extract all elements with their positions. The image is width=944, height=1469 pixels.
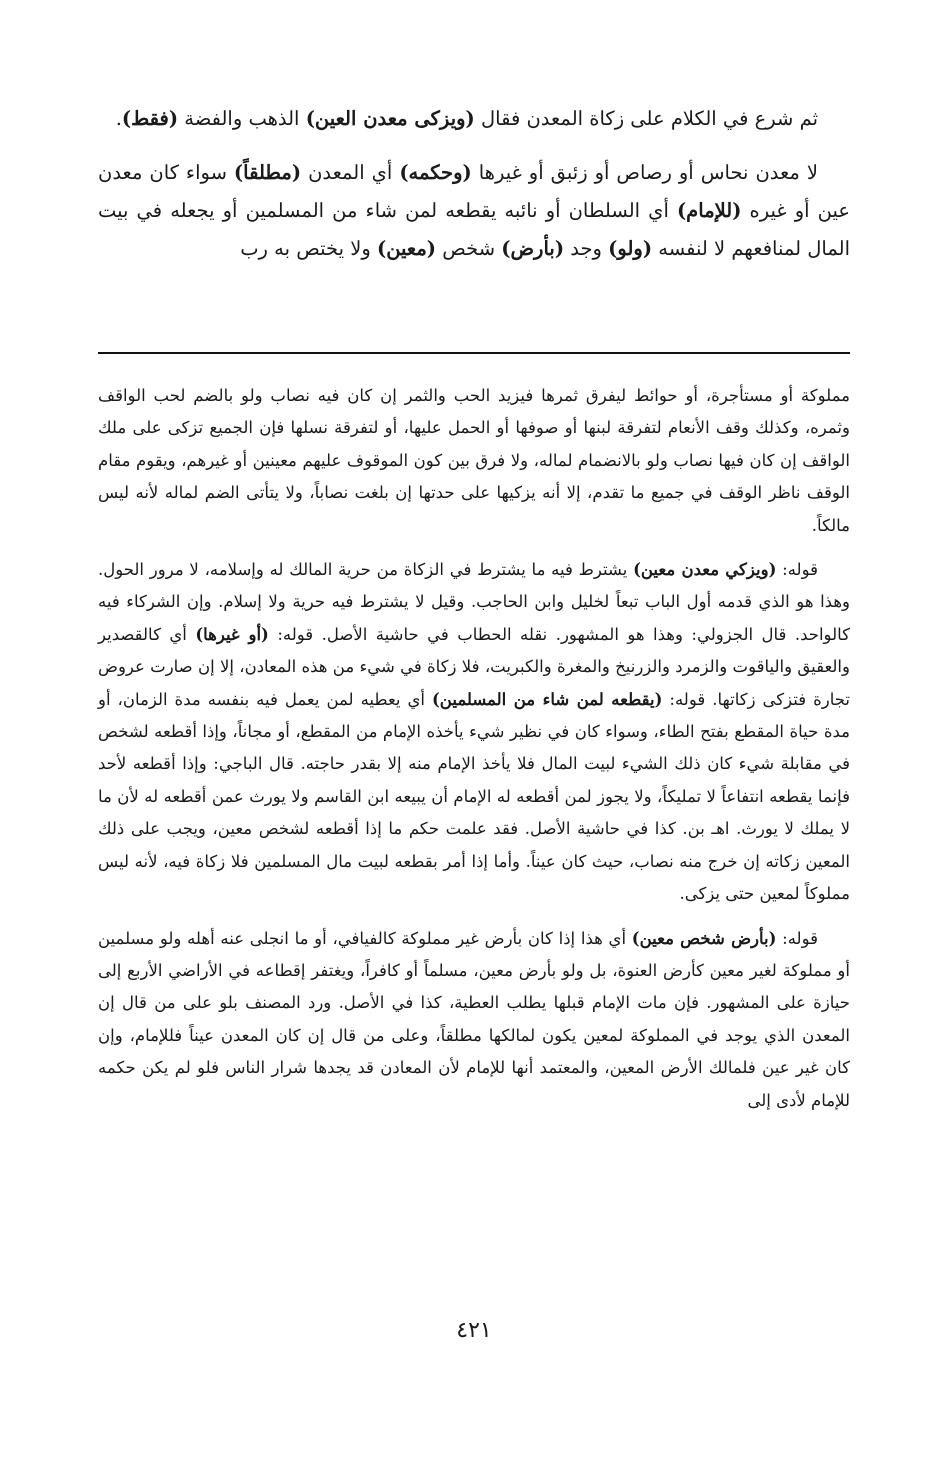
bold-term: (معين) xyxy=(376,237,437,260)
page-number: ٤٢١ xyxy=(456,1318,492,1343)
bold-term: (ولو) xyxy=(608,237,653,260)
text-run: سواء كان معدن عين أو غيره xyxy=(98,161,850,222)
text-run: يشترط فيه ما يشترط في الزكاة من حرية المالك له وإسلامه، لا مرور الحول. وهذا هو الذي قدمه أول الباب تبعاً لخليل وابن الحاجب. وقيل لا يشترط فيه حرية ولا إسلام. وإن الشركاء فيه كالواحد. قال الجزولي: وهذا هو المشهور. نقله الحطاب في حاشية الأصل. قوله: xyxy=(98,560,850,644)
text-run: شخص xyxy=(436,237,502,260)
text-run: أي هذا إذا كان بأرض غير مملوكة كالفيافي، أو ما انجلى عنه أهله ولو مسلمين أو مملوكة لغير معين كأرض العنوة، بل ولو بأرض معين، مسلماً أو كافراً، ويغتفر إقطاعه في الأراضي الأربع إلى حيازة على المشهور. فإن مات الإمام قبلها يطلب العطية، كذا في الأصل. ورد المصنف بلو على من قال إن المعدن الذي يوجد في المملوكة لمعين يكون لمالكها مطلقاً، وعلى من قال إن كان المعدن عيناً فللإمام، وإن كان غير عين فلمالك الأرض المعين، والمعتمد أنها للإمام لأن المعادن قد يجدها شرار الناس فلو لم يكن حكمه للإمام لأدى إلى xyxy=(98,928,850,1110)
text-run: وجد xyxy=(564,237,609,260)
bold-term: (بأرض) xyxy=(501,237,565,260)
commentary-paragraph xyxy=(98,554,850,910)
bold-term: (يقطعه لمن شاء من المسلمين) xyxy=(431,689,663,709)
main-text xyxy=(98,100,850,268)
main-paragraph xyxy=(98,154,850,268)
bold-term: (أو غيرها) xyxy=(195,624,269,644)
bold-term: (للإمام) xyxy=(676,199,742,222)
text-run: ولا يختص به رب xyxy=(240,237,377,260)
bold-term: (مطلقاً) xyxy=(233,161,302,184)
bold-term: (فقط) xyxy=(121,107,179,130)
commentary-paragraph xyxy=(98,923,850,1117)
text-run: ثم شرع في الكلام على زكاة المعدن فقال xyxy=(474,107,818,130)
main-paragraph xyxy=(98,100,850,138)
text-run: الذهب والفضة xyxy=(178,107,306,130)
bold-term: (ويزكي معدن معين) xyxy=(633,560,777,580)
bold-term: (ويزكى معدن العين) xyxy=(305,107,475,130)
text-run: . xyxy=(115,107,122,130)
text-run: قوله: xyxy=(776,560,818,580)
text-run: مملوكة أو مستأجرة، أو حوائط ليفرق ثمرها فيزيد الحب والثمر إن كان فيه نصاب ولو بالضم لحب الواقف وثمره، وكذلك وقف الأنعام لتفرقة لبنها أو صوفها أو الحمل عليها، أو لتفرقة نسلها فإن الجميع تزكى على ملك الواقف إن كان فيها نصاب ولو بالانضمام لماله، ولا فرق بين كون الموقوف عليهم معينين أو غيرهم، ويقوم مقام الوقف ناظر الوقف في جميع ما تقدم، إلا أنه يزكيها على حدتها إن بلغت نصاباً، ولا يتأتى الضم لماله لأنه ليس مالكاً. xyxy=(98,386,850,535)
commentary-paragraph xyxy=(98,380,850,542)
commentary-section xyxy=(98,380,850,1117)
text-run: أي كالقصدير والعقيق والياقوت والزمرد والزرنيخ والمغرة والكبريت، فلا زكاة في شيء من هذه المعادن، إلا إن صارت عروض تجارة فتزكى زكاتها. قوله: xyxy=(98,624,851,709)
text-run: لا معدن نحاس أو رصاص أو زئبق أو غيرها xyxy=(471,161,818,184)
footnote-separator xyxy=(98,352,850,354)
text-run: قوله: xyxy=(776,928,818,948)
text-run: أي يعطيه لمن يعمل فيه بنفسه مدة الزمان، أو مدة حياة المقطع بفتح الطاء، وسواء كان في نظير شيء يأخذه الإمام من المقطع، أو مجاناً، وإذا أقطعه لشخص في مقابلة شيء كان ذلك الشيء لبيت المال فلا يأخذ الإمام منه إلا بقدر حاجته. قال الباجي: وإذا أقطعه لأحد فإنما يقطعه انتفاعاً لا تمليكاً، ولا يجوز لمن أقطعه له الإمام أن يبيعه ابن القاسم ولا يورث عمن أقطعه له لأن ما لا يملك لا يورث. اهـ بن. كذا في حاشية الأصل. فقد علمت حكم ما إذا أقطعه لشخص معين، ويجب على ذلك المعين زكاته إن خرج منه نصاب، حيث كان عيناً. وأما إذا أمر بقطعه لبيت مال المسلمين فلا زكاة فيه، لأنه ليس مملوكاً لمعين حتى يزكى. xyxy=(98,689,850,904)
bold-term: (بأرض شخص معين) xyxy=(631,928,777,948)
text-run: أي السلطان أو نائبه يقطعه لمن شاء من المسلمين أو يجعله في بيت المال لمنافعهم لا لنفسه xyxy=(98,199,850,260)
bold-term: (وحكمه) xyxy=(399,161,472,184)
text-run: أي المعدن xyxy=(301,161,400,184)
book-page xyxy=(98,0,850,1469)
